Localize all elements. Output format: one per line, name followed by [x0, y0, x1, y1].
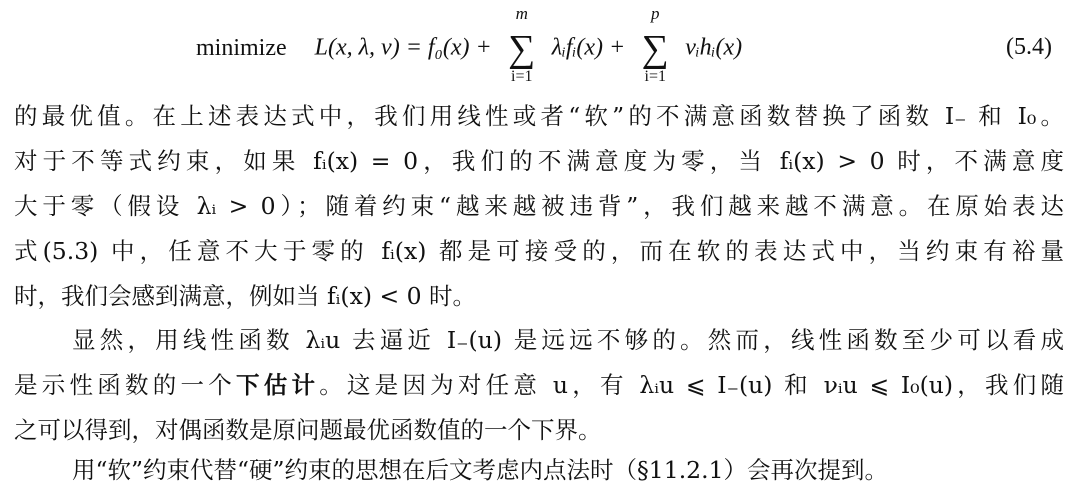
- paragraph-1: [14, 94, 1064, 319]
- paragraph-2-line-1: 显然，用线性函数 λᵢu 去逼近 I₋(u) 是远远不够的。然而，线性函数至少可以看成: [72, 326, 1064, 354]
- paragraph-1-line: 式(5.3) 中，任意不大于零的 fᵢ(x) 都是可接受的，而在软的表达式中，当约束有裕量: [14, 237, 1064, 265]
- sigma-symbol: ∑: [508, 28, 536, 70]
- paragraph-2-line-3: 之可以得到，对偶函数是原问题最优函数值的一个下界。: [14, 416, 602, 444]
- paragraph-1-line: 对于不等式约束，如果 fᵢ(x) = 0，我们的不满意度为零，当 fᵢ(x) > 0 时，不满意度: [14, 147, 1064, 175]
- emphasis-lower-estimate: 下估计: [235, 371, 320, 399]
- summation-2-lower: i=1: [644, 68, 666, 85]
- paragraph-1-line: 的最优值。在上述表达式中，我们用线性或者“软”的不满意函数替换了函数 I₋ 和 I₀。: [14, 102, 1064, 130]
- summation-2: [635, 4, 675, 85]
- equation-term-2: νᵢhᵢ(x): [685, 34, 743, 61]
- paragraph-3-line: 用“软”约束代替“硬”约束的思想在后文考虑内点法时（§11.2.1）会再次提到。: [72, 456, 889, 484]
- paragraph-2: [14, 318, 1064, 453]
- equation-number: (5.4): [1006, 34, 1052, 60]
- equation-body: [196, 4, 743, 85]
- paragraph-2-line-2-post: 。这是因为对任意 u，有 λᵢu ⩽ I₋(u) 和 νᵢu ⩽ I₀(u)，我们随: [319, 371, 1065, 399]
- summation-1-lower: i=1: [511, 68, 533, 85]
- equation-lhs: L(x, λ, ν) = f₀(x) +: [314, 34, 492, 61]
- equation-lead: minimize: [196, 34, 287, 61]
- paragraph-2-line-2: [14, 363, 1064, 408]
- display-equation: [0, 0, 1082, 92]
- sigma-symbol: ∑: [641, 28, 669, 70]
- paragraph-2-line-2-pre: 是示性函数的一个: [14, 371, 236, 399]
- paragraph-1-line: 时，我们会感到满意，例如当 fᵢ(x) < 0 时。: [14, 282, 477, 310]
- paragraph-1-line: 大于零（假设 λᵢ > 0）；随着约束“越来越被违背”，我们越来越不满意。在原始表达: [14, 192, 1064, 220]
- summation-1: [502, 4, 542, 85]
- summation-1-upper: m: [515, 4, 528, 23]
- paragraph-3: [14, 448, 1064, 493]
- summation-2-upper: p: [650, 4, 660, 23]
- equation-term-1: λᵢfᵢ(x) +: [551, 34, 626, 61]
